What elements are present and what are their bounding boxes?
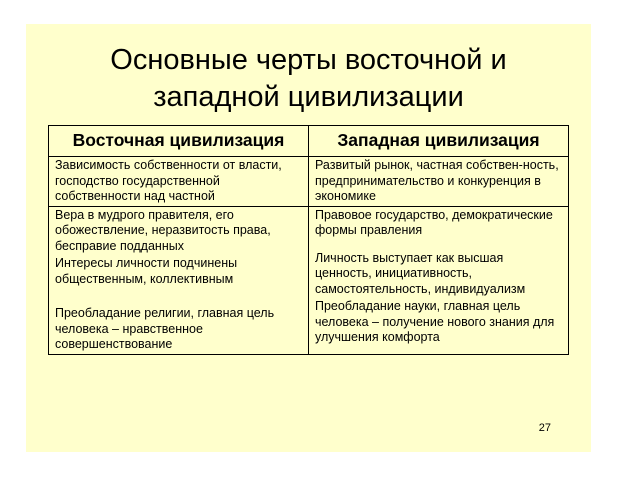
cell-text: Интересы личности подчинены общественным, коллективным (55, 256, 238, 286)
cell-text: Вера в мудрого правителя, его обожествление, неразвитость права, бесправие подданных (55, 207, 271, 253)
table-header-row (49, 126, 569, 157)
slide-title (26, 42, 591, 116)
table-row (49, 206, 569, 354)
cell-western-economy (309, 157, 569, 207)
cell-western-society (309, 206, 569, 354)
header-eastern: Восточная цивилизация (49, 126, 309, 157)
title-line-1: Основные черты восточной и (110, 44, 507, 76)
cell-text: Зависимость собственности от власти, господство государственной собственности над частной (55, 158, 282, 203)
title-line-2: западной цивилизации (153, 81, 464, 113)
cell-eastern-economy (49, 157, 309, 207)
table-row (49, 157, 569, 207)
page-number: 27 (538, 422, 551, 434)
cell-text: Преобладание религии, главная цель человека – нравственное совершенствование (55, 306, 275, 351)
cell-text: Преобладание науки, главная цель человека – получение нового знания для улучшения комфорта (315, 299, 555, 344)
slide (26, 24, 591, 452)
cell-text: Правовое государство, демократические формы правления (315, 207, 553, 237)
comparison-table (48, 125, 569, 355)
header-western: Западная цивилизация (309, 126, 569, 157)
cell-eastern-society (49, 206, 309, 354)
cell-text: Личность выступает как высшая ценность, инициативность, самостоятельность, индивидуализм (315, 250, 526, 296)
cell-text: Развитый рынок, частная собствен-ность, предпринимательство и конкуренция в экономике (315, 158, 559, 203)
